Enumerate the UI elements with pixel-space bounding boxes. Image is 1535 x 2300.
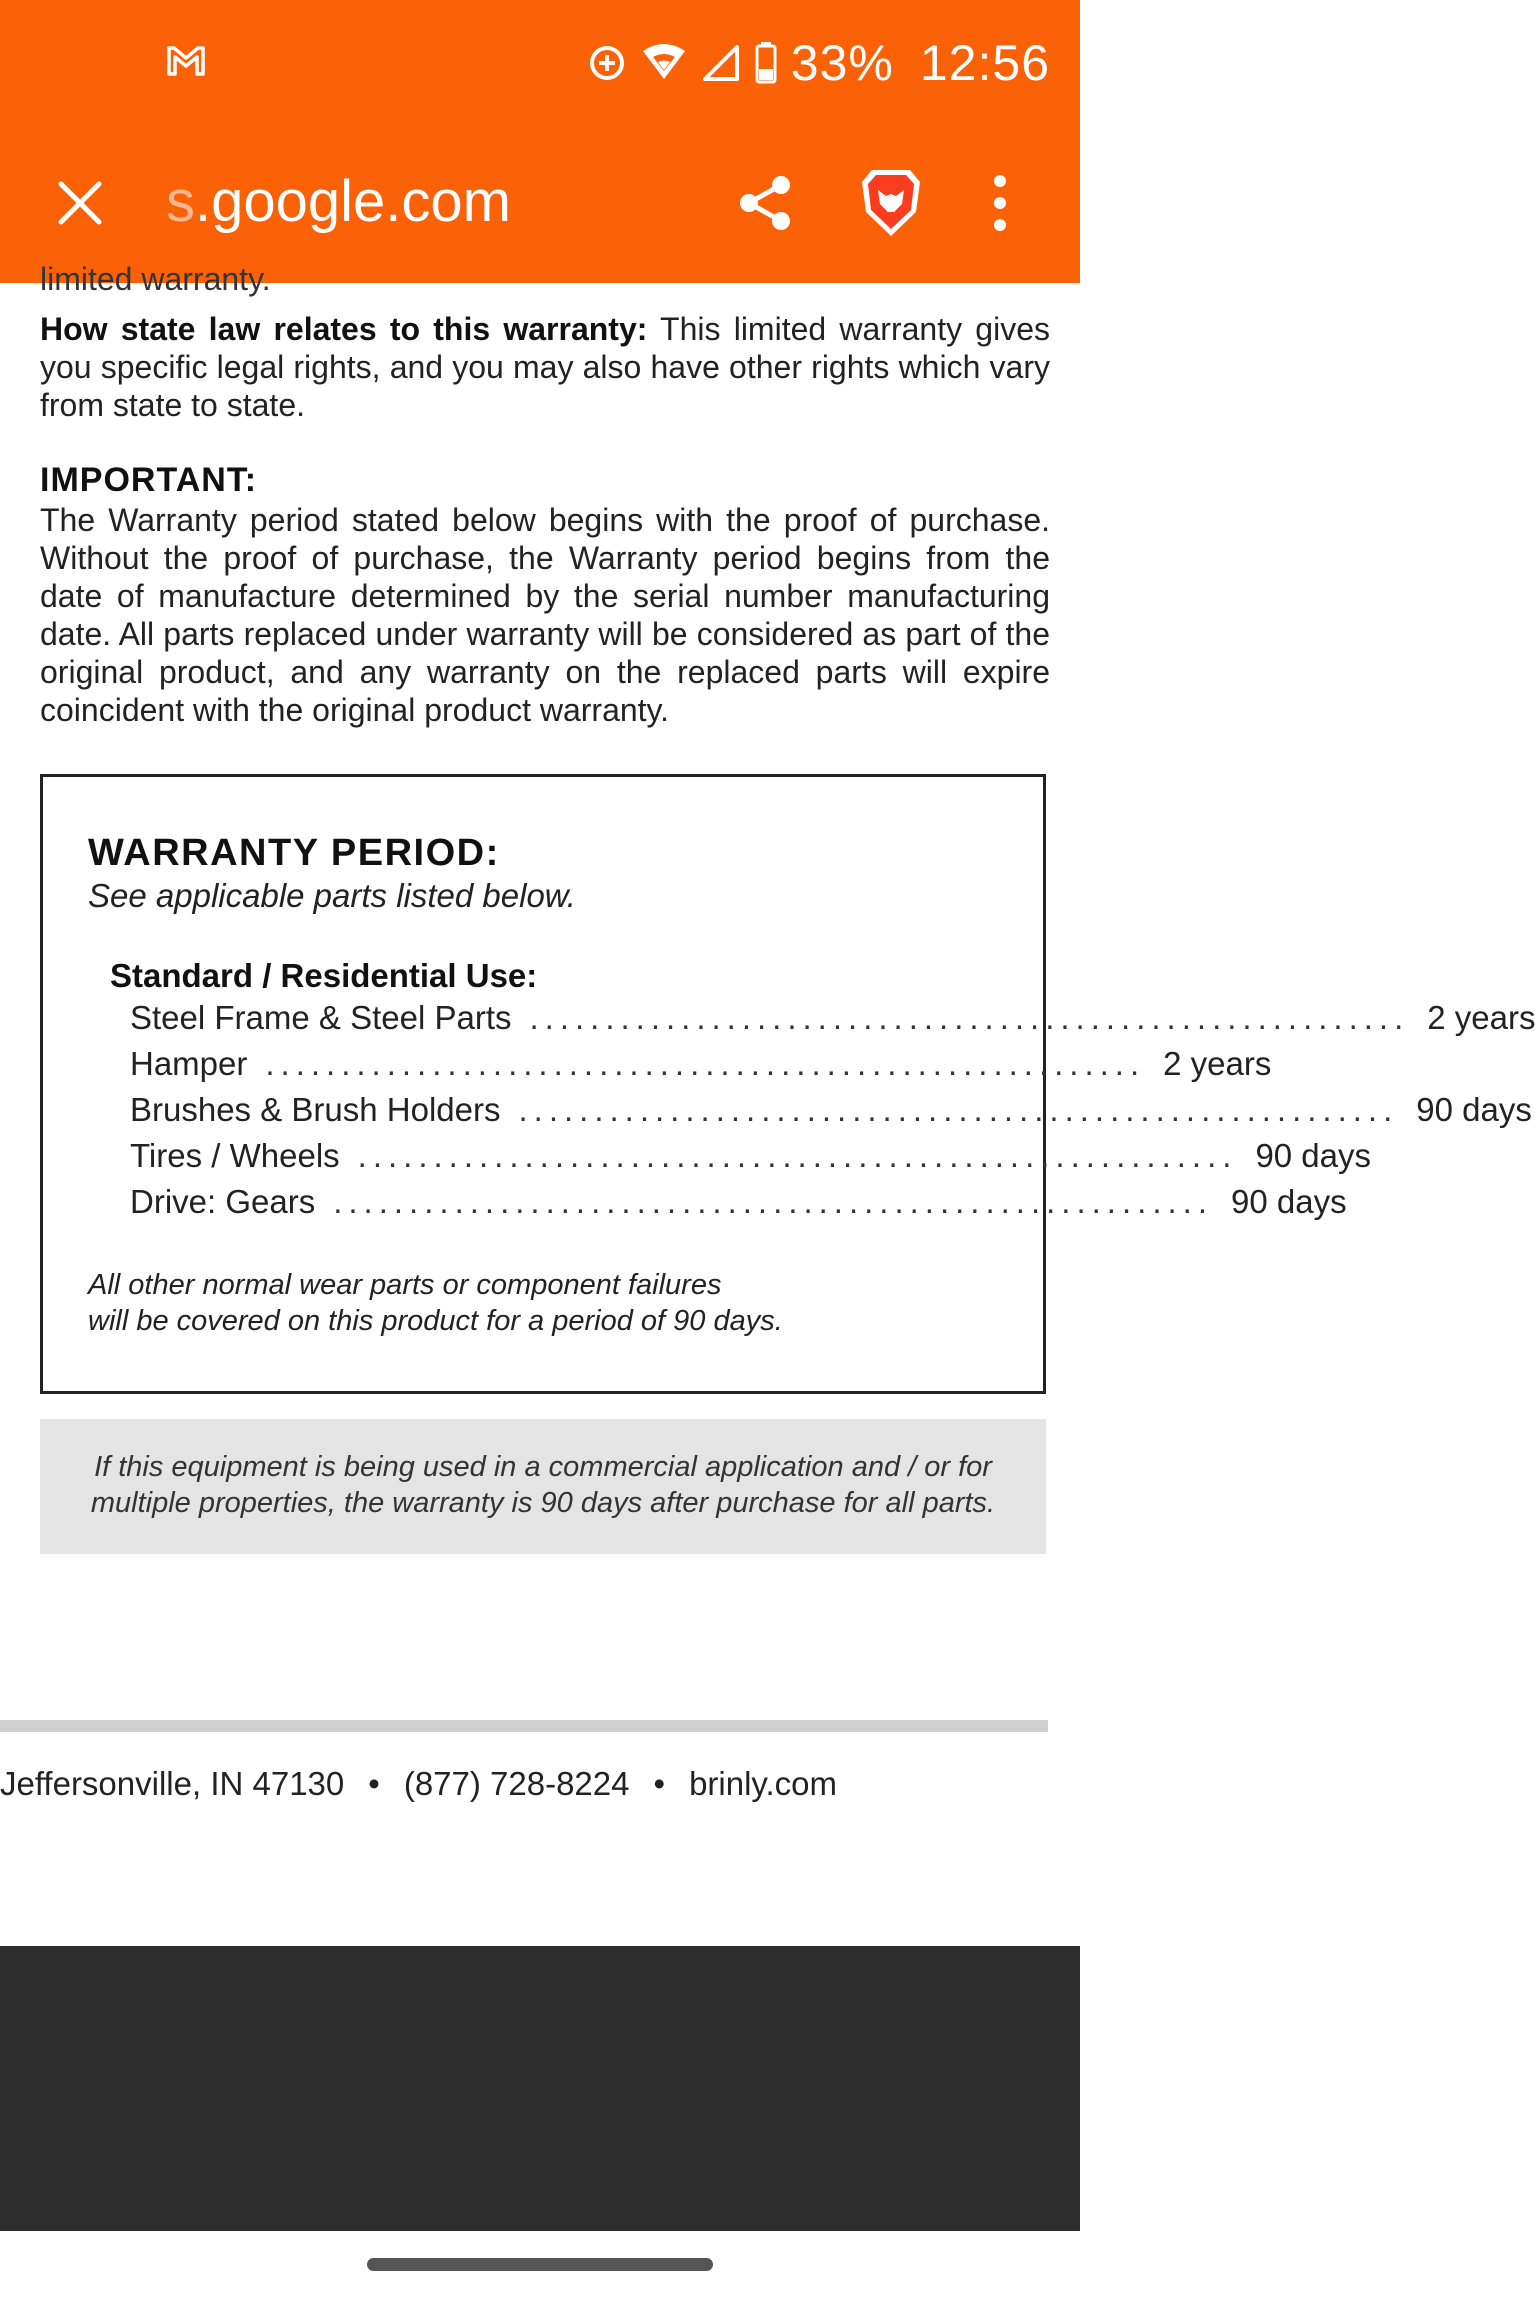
warranty-note-line1: All other normal wear parts or component failures: [88, 1269, 722, 1301]
important-heading: IMPORTANT:: [40, 461, 258, 499]
list-item: [130, 1091, 1532, 1137]
brave-lion-icon[interactable]: [858, 166, 924, 240]
leader-dots: ..........................................................: [518, 1091, 1399, 1128]
list-item: [130, 1183, 1347, 1229]
more-vertical-icon[interactable]: [985, 173, 1015, 233]
clipped-text-line: limited warranty.: [40, 261, 271, 297]
share-icon[interactable]: [735, 173, 795, 233]
part-name: Tires / Wheels: [130, 1137, 340, 1174]
list-item: [130, 999, 1535, 1045]
battery-icon: [755, 42, 777, 84]
wifi-icon: [641, 43, 687, 83]
parts-list: [130, 999, 1535, 1229]
part-name: Steel Frame & Steel Parts: [130, 999, 512, 1036]
gmail-icon: [165, 40, 207, 82]
part-period: 2 years: [1427, 999, 1535, 1036]
footer-website: brinly.com: [689, 1765, 837, 1802]
data-saver-icon: [587, 43, 627, 83]
status-bar: [0, 0, 1080, 128]
url-prefix: s: [166, 169, 195, 234]
navigation-bar: [0, 2231, 1080, 2300]
warranty-period-title: WARRANTY PERIOD:: [88, 832, 500, 874]
state-law-paragraph: [40, 310, 1050, 424]
state-law-text: This limited warranty gives you specific legal rights, and you may also have other rights which vary from state to state.: [40, 311, 1051, 423]
leader-dots: ..........................................................: [357, 1137, 1238, 1174]
leader-dots: ..........................................................: [333, 1183, 1213, 1220]
close-icon[interactable]: [55, 178, 105, 228]
warranty-period-subtitle: See applicable parts listed below.: [88, 877, 576, 914]
part-period: 90 days: [1255, 1137, 1372, 1174]
part-period: 90 days: [1416, 1091, 1532, 1128]
footer-phone: (877) 728-8224: [403, 1765, 630, 1802]
part-period: 2 years: [1163, 1045, 1272, 1082]
footer-separator: •: [653, 1765, 666, 1802]
warranty-note: [88, 1267, 988, 1339]
part-name: Drive: Gears: [130, 1183, 316, 1220]
part-name: Brushes & Brush Holders: [130, 1091, 501, 1128]
commercial-note-line2: multiple properties, the warranty is 90 days after purchase for all parts.: [90, 1487, 996, 1519]
document-viewer[interactable]: [0, 261, 1535, 1946]
signal-icon: [701, 43, 741, 83]
leader-dots: ..........................................................: [529, 999, 1410, 1036]
commercial-use-note: [40, 1419, 1046, 1554]
url-domain: .google.com: [195, 169, 511, 234]
battery-percent: 33%: [790, 35, 894, 91]
part-name: Hamper: [130, 1045, 248, 1082]
status-icons: [587, 28, 1050, 98]
gesture-handle[interactable]: [367, 2258, 713, 2271]
commercial-note-line1: If this equipment is being used in a commercial application and / or for: [94, 1451, 992, 1483]
url-display[interactable]: [166, 168, 511, 235]
leader-dots: ..........................................................: [265, 1045, 1146, 1082]
warranty-note-line2: will be covered on this product for a period of 90 days.: [88, 1305, 783, 1337]
clock: 12:56: [919, 35, 1050, 91]
browser-toolbar: [0, 128, 1080, 283]
list-item: [130, 1045, 1272, 1091]
footer-address: Jeffersonville, IN 47130: [0, 1765, 345, 1802]
part-period: 90 days: [1231, 1183, 1347, 1220]
list-item: [130, 1137, 1372, 1183]
footer-contact: [0, 1765, 837, 1803]
warranty-period-box: [40, 774, 1535, 1394]
viewer-background: [0, 1946, 1080, 2231]
state-law-label: How state law relates to this warranty:: [40, 311, 648, 347]
standard-use-heading: Standard / Residential Use:: [110, 957, 538, 994]
important-paragraph: The Warranty period stated below begins with the proof of purchase. Without the proof of purchase, the Warranty period begins from the date of manufacture determined by the serial number manufacturing date. All parts replaced under warranty will be considered as part of the original product, and any warranty on the replaced parts will expire coincident with the original product warranty.: [40, 502, 1050, 728]
footer-separator: •: [368, 1765, 380, 1802]
footer-divider: [0, 1720, 1048, 1732]
